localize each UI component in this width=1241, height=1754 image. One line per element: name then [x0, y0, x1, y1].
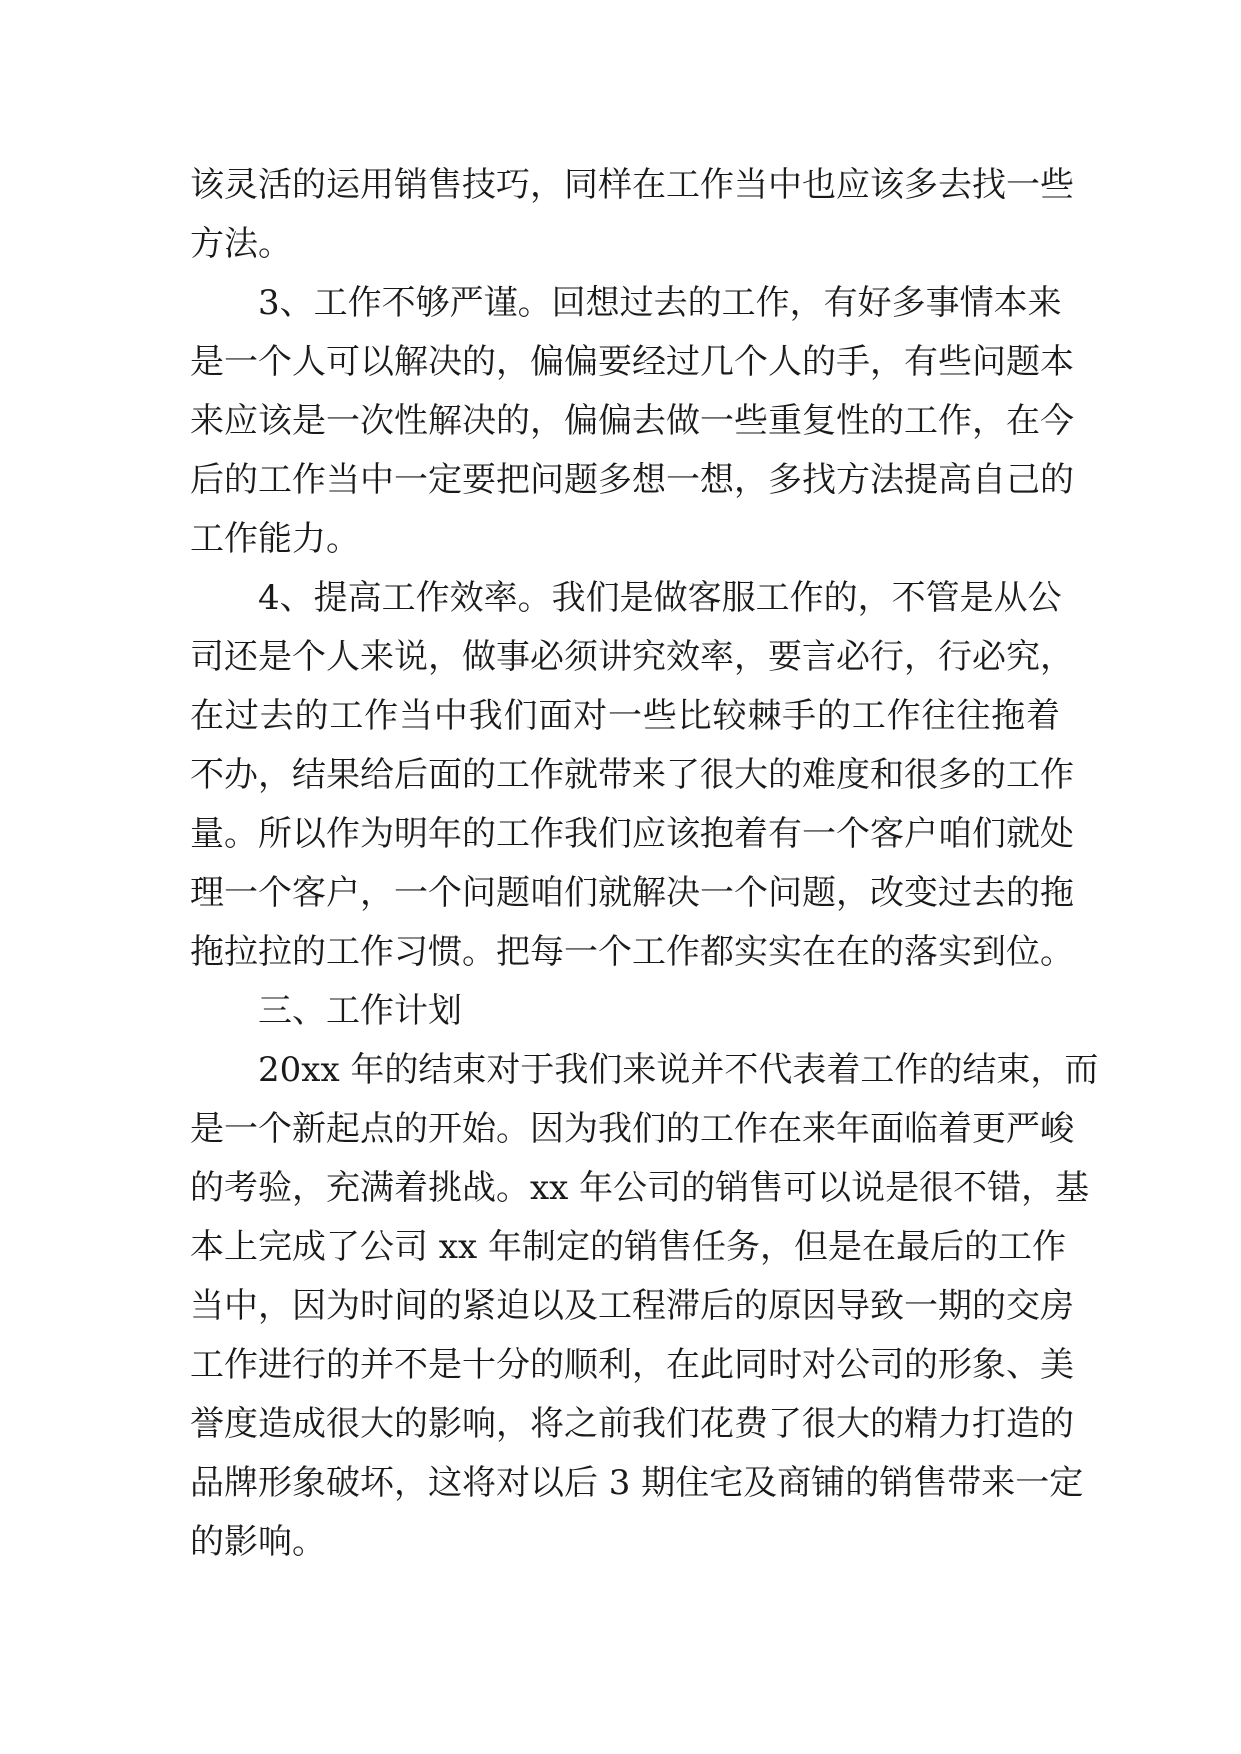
text-line: 后的工作当中一定要把问题多想一想，多找方法提高自己的 — [190, 460, 1074, 500]
text-line: 三、工作计划 — [258, 991, 462, 1031]
text-line: 20xx 年的结束对于我们来说并不代表着工作的结束，而 — [258, 1050, 1099, 1090]
text-line: 理一个客户，一个问题咱们就解决一个问题，改变过去的拖 — [190, 873, 1074, 913]
text-line: 工作能力。 — [190, 519, 360, 559]
body-text — [190, 156, 1099, 1572]
text-line: 4、提高工作效率。我们是做客服工作的，不管是从公 — [258, 578, 1062, 618]
text-line: 方法。 — [190, 224, 292, 264]
text-line: 在过去的工作当中我们面对一些比较棘手的工作往往拖着 — [190, 696, 1060, 736]
text-line: 不办，结果给后面的工作就带来了很大的难度和很多的工作 — [190, 755, 1074, 795]
text-line: 当中，因为时间的紧迫以及工程滞后的原因导致一期的交房 — [190, 1286, 1074, 1326]
text-line: 来应该是一次性解决的，偏偏去做一些重复性的工作，在今 — [190, 401, 1074, 441]
text-line: 是一个人可以解决的，偏偏要经过几个人的手，有些问题本 — [190, 342, 1074, 382]
text-line: 拖拉拉的工作习惯。把每一个工作都实实在在的落实到位。 — [190, 932, 1074, 972]
text-line: 量。所以作为明年的工作我们应该抱着有一个客户咱们就处 — [190, 814, 1074, 854]
text-line: 是一个新起点的开始。因为我们的工作在来年面临着更严峻 — [190, 1109, 1074, 1149]
text-line: 工作进行的并不是十分的顺利，在此同时对公司的形象、美 — [190, 1345, 1074, 1385]
text-line: 本上完成了公司 xx 年制定的销售任务，但是在最后的工作 — [190, 1227, 1066, 1267]
text-line: 的影响。 — [190, 1522, 326, 1562]
text-line: 该灵活的运用销售技巧，同样在工作当中也应该多去找一些 — [190, 165, 1074, 205]
text-line: 司还是个人来说，做事必须讲究效率，要言必行，行必究， — [190, 637, 1074, 677]
text-line: 3、工作不够严谨。回想过去的工作，有好多事情本来 — [258, 283, 1062, 323]
text-line: 的考验，充满着挑战。xx 年公司的销售可以说是很不错，基 — [190, 1168, 1090, 1208]
text-line: 誉度造成很大的影响，将之前我们花费了很大的精力打造的 — [190, 1404, 1074, 1444]
text-line: 品牌形象破坏，这将对以后 3 期住宅及商铺的销售带来一定 — [190, 1463, 1084, 1503]
